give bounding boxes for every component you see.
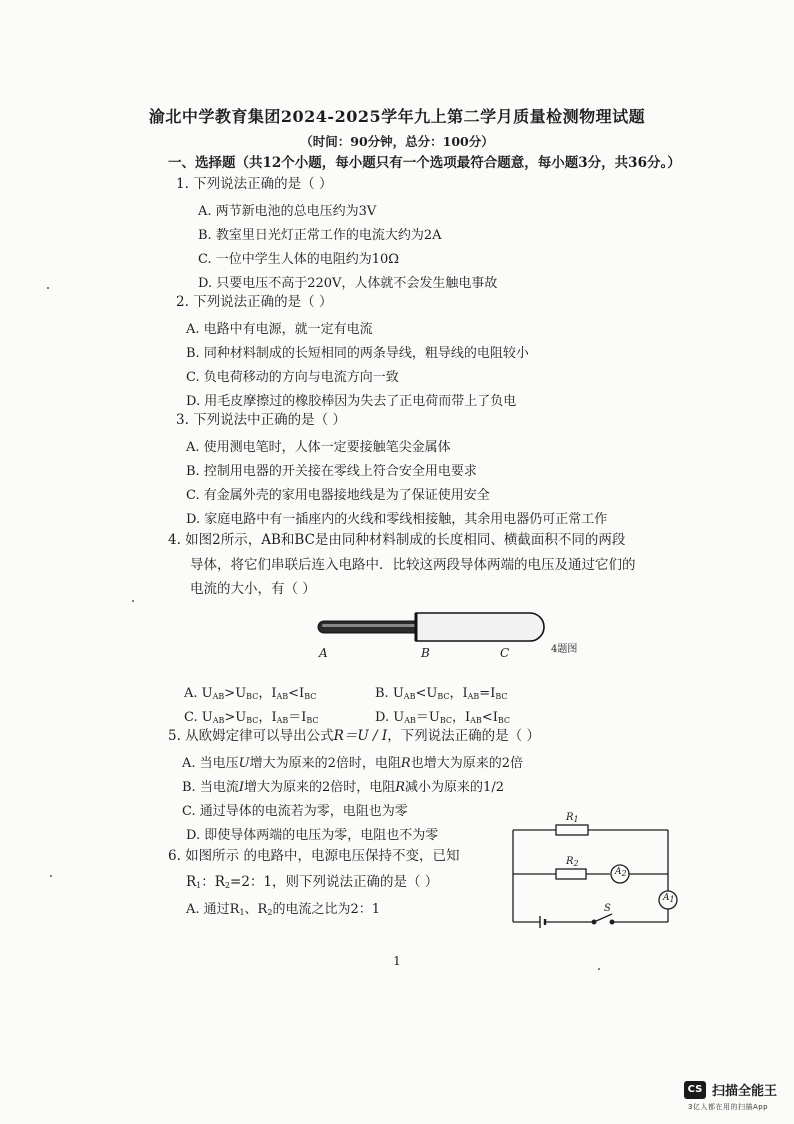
ohm-formula: R＝U / I [333, 728, 388, 744]
exam-title: 渝北中学教育集团2024-2025学年九上第二学月质量检测物理试题 [148, 107, 646, 126]
question-3-stem: 3. 下列说法中正确的是（ ） [176, 412, 346, 428]
question-5-option-a: A. 当电压U增大为原来的2倍时，电阻R也增大为原来的2倍 [182, 756, 523, 771]
question-6-ratio: $R_1$：$R_2=2$：1，则下列说法正确的是（ ） [186, 874, 439, 890]
circuit-diagram [508, 810, 688, 936]
question-3-option-c: C. 有金属外壳的家用电器接地线是为了保证使用安全 [186, 488, 490, 503]
question-6-option-a: A. 通过$R_1$、$R_2$的电流之比为2：1 [186, 902, 380, 917]
question-1-option-b: B. 教室里日光灯正常工作的电流大约为2A [198, 228, 442, 243]
scan-speck [132, 600, 134, 602]
scan-speck [598, 968, 600, 970]
question-1-stem: 1. 下列说法正确的是（ ） [176, 176, 333, 192]
conductor-bc [416, 613, 544, 641]
question-5-option-c: C. 通过导体的电流若为零，电阻也为零 [182, 804, 408, 819]
resistor-r1 [556, 825, 588, 835]
question-5-option-d: D. 即使导体两端的电压为零，电阻也不为零 [186, 828, 439, 843]
section-heading: 一、选择题（共12个小题，每小题只有一个选项最符合题意，每小题3分，共36分。） [168, 155, 681, 171]
question-2-option-a: A. 电路中有电源，就一定有电流 [186, 322, 373, 337]
question-5-stem: 5. 从欧姆定律可以导出公式R＝U / I，下列说法正确的是（ ） [168, 728, 540, 744]
question-2-stem: 2. 下列说法正确的是（ ） [176, 294, 333, 310]
question-4-option-d: D. $U_{AB}=U_{BC}$，$I_{AB}<I_{BC}$ [375, 710, 511, 725]
circuit-label-a2: $A_2$ [615, 867, 627, 878]
question-1-option-d: D. 只要电压不高于220V，人体就不会发生触电事故 [198, 276, 498, 291]
scanner-tagline: 3亿人都在用的扫描App [688, 1103, 769, 1111]
question-4-stem-line-2: 导体，将它们串联后连入电路中．比较这两段导体两端的电压及通过它们的 [190, 557, 636, 573]
page-number: 1 [393, 954, 401, 968]
circuit-label-r2: $R_2$ [566, 856, 579, 868]
question-4-option-c: C. $U_{AB}>U_{BC}$，$I_{AB}=I_{BC}$ [184, 710, 319, 725]
question-1-option-c: C. 一位中学生人体的电阻约为10Ω [198, 252, 400, 267]
question-6-stem: 6. 如图所示 的电路中，电源电压保持不变，已知 [168, 848, 460, 864]
figure-label-c: C [500, 646, 510, 660]
question-3-option-b: B. 控制用电器的开关接在零线上符合安全用电要求 [186, 464, 477, 479]
resistor-r2 [556, 869, 586, 879]
figure-caption: 4题图 [551, 644, 578, 655]
scan-speck [50, 875, 52, 877]
question-2-option-c: C. 负电荷移动的方向与电流方向一致 [186, 370, 399, 385]
question-2-option-d: D. 用毛皮摩擦过的橡胶棒因为失去了正电荷而带上了负电 [186, 394, 517, 409]
figure-label-b: B [421, 646, 430, 660]
scanner-logo [684, 1080, 777, 1099]
question-4-stem-line-3: 电流的大小，有（ ） [190, 581, 316, 597]
question-4-option-a: A. $U_{AB}>U_{BC}$，$I_{AB}<I_{BC}$ [184, 686, 317, 701]
camscanner-icon: CS [684, 1081, 706, 1099]
question-4-stem-line-1: 4. 如图2所示，AB和BC是由同种材料制成的长度相同、横截面积不同的两段 [168, 532, 626, 548]
question-1-option-a: A. 两节新电池的总电压约为3V [198, 204, 377, 219]
question-3-option-a: A. 使用测电笔时，人体一定要接触笔尖金属体 [186, 440, 451, 455]
question-5-option-b: B. 当电流I增大为原来的2倍时，电阻R减小为原来的1/2 [182, 780, 504, 795]
question-2-option-b: B. 同种材料制成的长短相同的两条导线，粗导线的电阻较小 [186, 346, 529, 361]
question-3-option-d: D. 家庭电路中有一插座内的火线和零线相接触，其余用电器仍可正常工作 [186, 512, 608, 527]
switch-blade [594, 914, 612, 922]
scan-speck [47, 287, 49, 289]
question-4-option-b: B. $U_{AB}<U_{BC}$，$I_{AB}=I_{BC}$ [375, 686, 508, 701]
exam-meta: （时间：90分钟，总分：100分） [300, 134, 494, 149]
circuit-label-switch: S [604, 903, 611, 914]
figure-label-a: A [319, 646, 328, 660]
circuit-label-a1: $A_1$ [663, 893, 675, 904]
scanner-brand-name: 扫描全能王 [712, 1084, 778, 1099]
circuit-label-r1: $R_1$ [566, 812, 579, 824]
conductor-ab-highlight [322, 624, 418, 627]
